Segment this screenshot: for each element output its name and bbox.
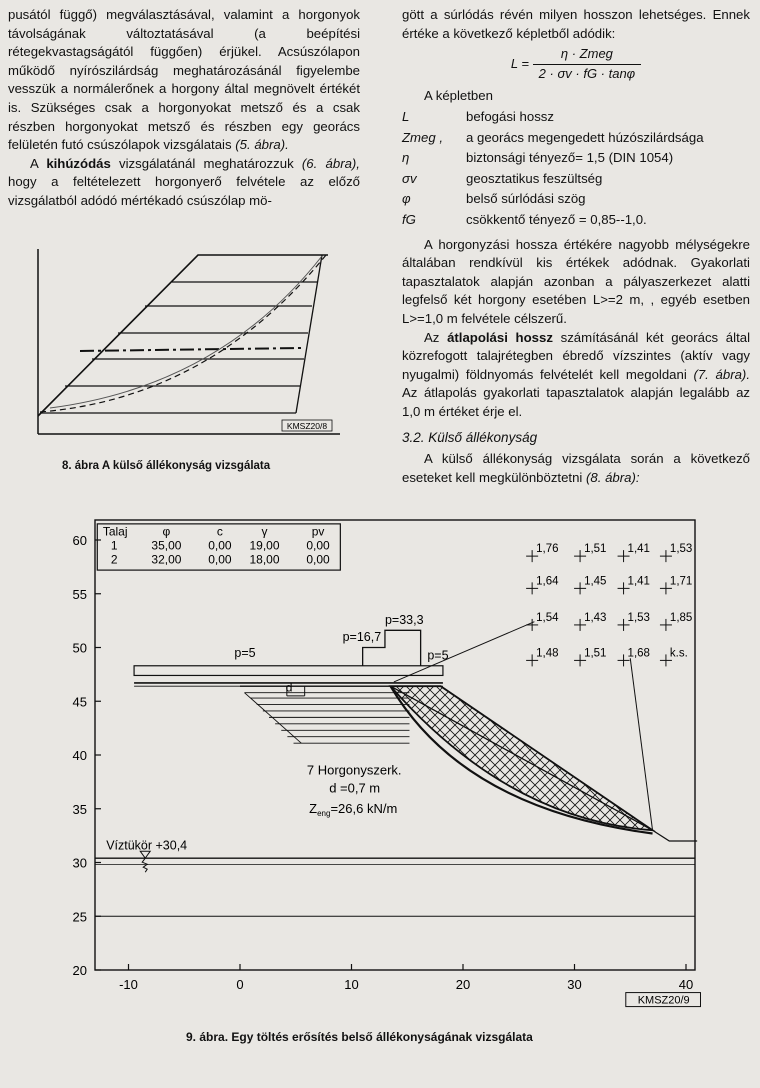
paragraph: Az átlapolási hossz számításánál két georács által közrefogott talajrétegben ébredő vízszintes (aktív vagy nyugalmi) földnyomás felvételét kell megoldani (7. ábra). Az átlapolás gyakorlati tapasztalatok alapján legalább az 1,0 m értéket érje el. (402, 329, 750, 419)
water-level-label: Víztükör +30,4 (106, 838, 188, 853)
right-text-column (402, 6, 750, 487)
safety-factor-label: 1,85 (669, 611, 693, 624)
safety-factor-label: 1,76 (536, 543, 559, 556)
table-header: γ (261, 524, 268, 539)
safety-factor-label: 1,51 (584, 543, 607, 556)
figure-8-caption: 8. ábra A külső állékonyság vizsgálata (62, 460, 271, 472)
safety-factor-label: 1,68 (627, 647, 650, 660)
table-header: Talaj (102, 524, 128, 539)
x-tick-label: -10 (119, 977, 138, 992)
y-tick-label: 45 (72, 694, 87, 710)
section-heading: 3.2. Külső állékonyság (402, 430, 538, 446)
table-cell: 32,00 (151, 552, 182, 567)
y-tick-label: 50 (72, 640, 87, 656)
safety-factor-label: 1,53 (669, 543, 693, 556)
left-text-column (8, 6, 360, 211)
paragraph: pusától függő) megválasztásával, valamint a horgonyok távolságának változtatásával (a beépítési rétegekvastagságától függően) érjükel. Acsúszólapon működő nyírószilárdság meghatározásánál figyelembe vesszük a normálerőnek a horgony által megnövelt értékét is. Szükséges csak a horgonyokat metsző és a csak részben horgonyokat metsző és részben egy georács felületén futó csúszólapok vizsgálatais (5. ábra). (8, 7, 360, 153)
safety-factor-label: 1,41 (627, 543, 650, 556)
y-tick-label: 25 (72, 909, 87, 925)
anchor-label: $Z_{eng}=26,6$ kN/m (309, 801, 398, 819)
list-item: fG csökkentő tényező = 0,85--1,0. (402, 211, 647, 227)
x-tick-label: 0 (236, 977, 244, 992)
paragraph: A kihúzódás vizsgálatánál meghatározzuk (6. ábra), hogy a feltételezett horgonyerő felvétele az előző vizsgálatból adódó mértékadó csúszólap mö- (8, 155, 360, 208)
table-cell: 19,00 (249, 538, 280, 553)
table-header: c (216, 524, 223, 539)
load-label: p=5 (234, 646, 256, 661)
anchor-label: d =0,7 m (329, 780, 381, 796)
y-tick-label: 20 (72, 963, 87, 978)
load-label: p=5 (427, 648, 449, 663)
table-cell: 18,00 (249, 552, 280, 567)
figure-9-diagram (0, 510, 760, 1030)
load-label: p=16,7 (342, 630, 382, 645)
y-tick-label: 40 (72, 748, 87, 763)
list-item: φ belső súrlódási szög (402, 191, 586, 207)
x-tick-label: 30 (567, 977, 582, 992)
figure-tag: KMSZ20/9 (637, 994, 690, 1007)
safety-factor-label: k.s. (669, 647, 688, 660)
y-tick-label: 35 (72, 801, 87, 817)
y-tick-label: 30 (72, 855, 87, 871)
table-cell: 35,00 (151, 538, 182, 553)
paragraph: gött a súrlódás révén milyen hosszon lehetséges. Ennek értéke a következő képletből adódik: (402, 7, 750, 41)
safety-factor-label: 1,64 (536, 575, 559, 588)
symbol-list (402, 108, 704, 232)
x-tick-label: 40 (678, 977, 694, 992)
safety-factor-label: 1,45 (584, 575, 607, 588)
safety-factor-label: 1,48 (536, 647, 559, 660)
table-cell: 0,00 (306, 538, 330, 553)
figure-9-caption: 9. ábra. Egy töltés erősítés belső állékonyságának vizsgálata (186, 1030, 533, 1044)
safety-factor-label: 1,53 (627, 611, 650, 624)
safety-factor-label: 1,51 (584, 647, 607, 660)
list-item: L befogási hossz (402, 108, 554, 124)
figure-8-diagram (10, 248, 340, 440)
y-tick-label: 60 (72, 533, 87, 548)
y-tick-label: 55 (72, 586, 87, 602)
safety-factor-label: 1,54 (536, 611, 559, 624)
table-cell: 0,00 (208, 538, 232, 553)
anchor-label: 7 Horgonyszerk. (306, 762, 402, 778)
list-item: Zmeg , a georács megengedett húzószilárdsága (402, 129, 704, 145)
paragraph: A külső állékonyság vizsgálata során a következő eseteket kell megkülönböztetni (8. ábra): (402, 451, 750, 485)
formula-intro: A képletben (424, 88, 493, 104)
safety-factor-label: 1,71 (669, 575, 693, 588)
paragraph: A horgonyzási hossza értékére nagyobb mélységekre általában rendkívül kis értékek adódnak. Gyakorlati tapasztalatok alapján azonban a pályaszerkezet alatti legfelső két horgony esetében L>=2 m, , egyéb esetben L>=1,0 m felvétele célszerű. (402, 236, 750, 326)
x-tick-label: 20 (455, 977, 471, 992)
list-item: η biztonsági tényező= 1,5 (DIN 1054) (402, 150, 674, 166)
table-cell: 0,00 (208, 552, 232, 567)
table-header: φ (162, 524, 171, 539)
table-header: pv (311, 524, 325, 539)
load-label: p=33,3 (384, 612, 424, 627)
safety-factor-label: 1,43 (584, 611, 607, 624)
table-cell: 0,00 (306, 552, 330, 567)
table-cell: 2 (110, 552, 118, 567)
table-cell: 1 (110, 538, 118, 553)
d-label: d (285, 680, 293, 695)
formula: L = η · Zmeg 2 · σv · fG · tanφ (402, 45, 750, 83)
safety-factor-label: 1,41 (627, 575, 650, 588)
list-item: σv geosztatikus feszültség (402, 170, 603, 186)
x-tick-label: 10 (344, 977, 359, 992)
svg-text:KMSZ20/8: KMSZ20/8 (286, 421, 328, 431)
